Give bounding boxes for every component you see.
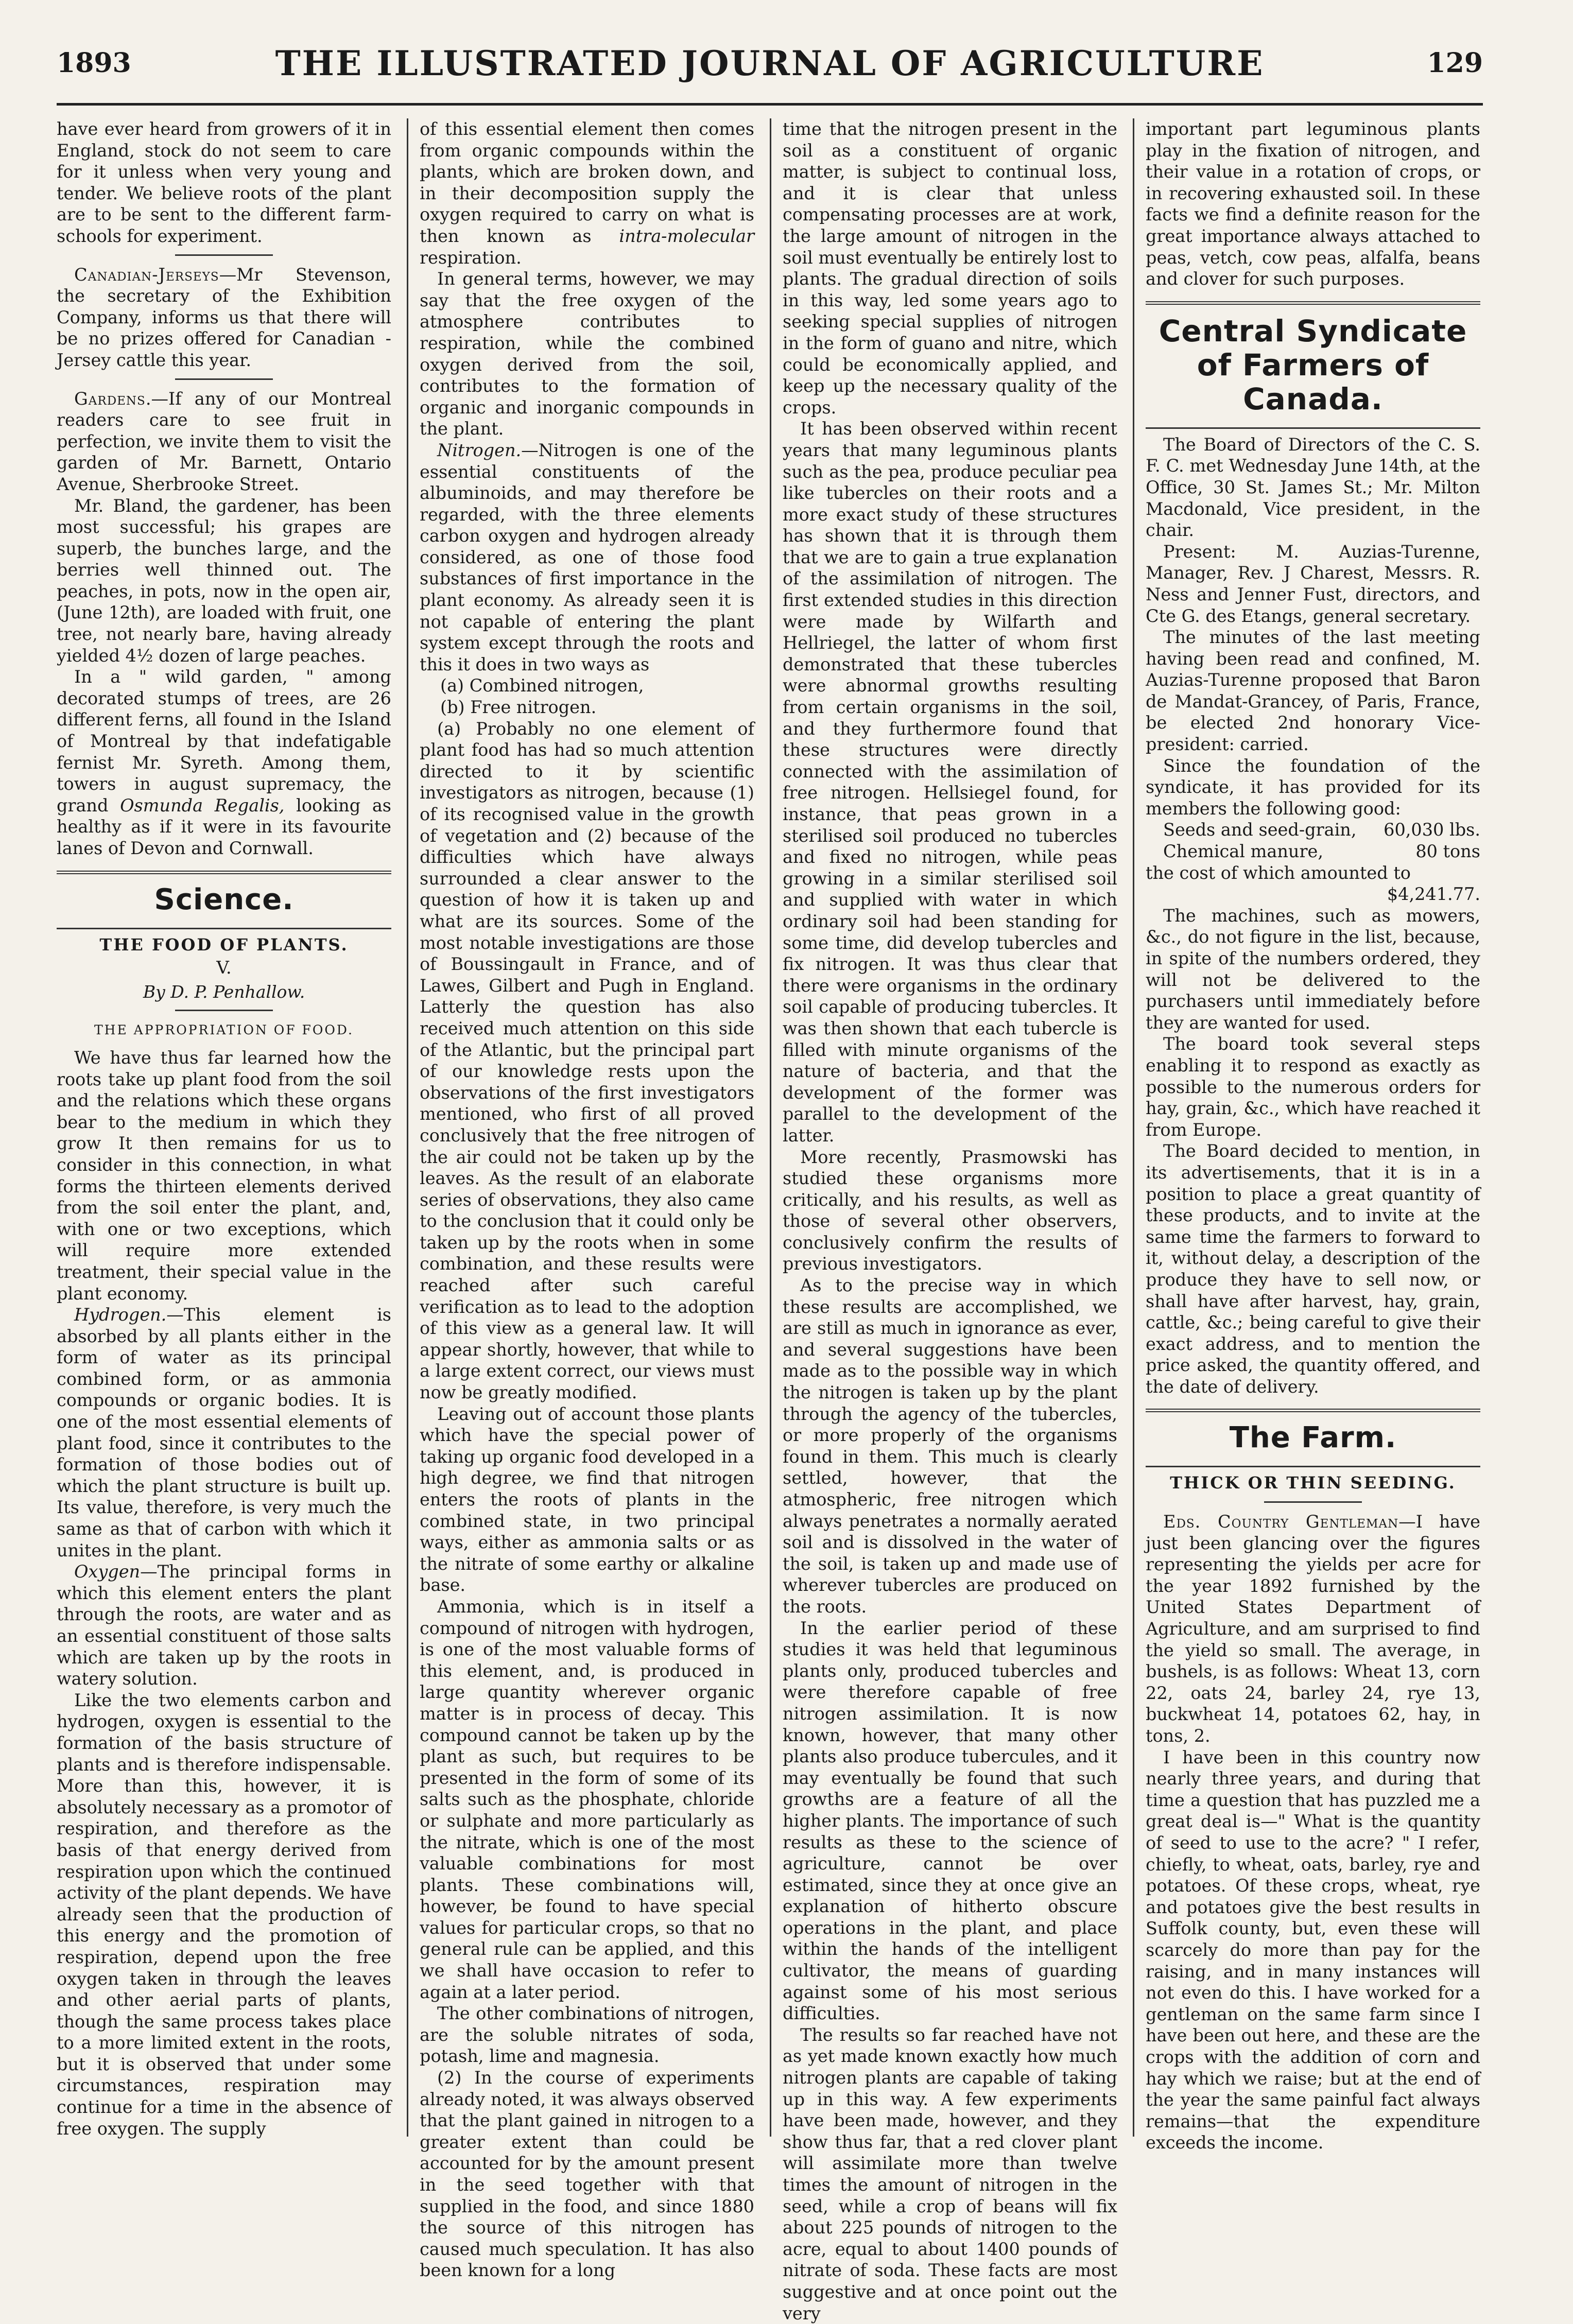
byline: By D. P. Penhallow. [143,981,305,1002]
column-3 [783,118,1117,2323]
paragraph-body: —Nitrogen is one of the essential constituents of the albuminoids, and may therefore be regarded, with the three elements carbon oxygen and hydrogen already considered, as one of those food substances of first importance in the plant economy. As already seen it is not capable of entering the plant system except through the roots and this it does in two ways as [420,440,754,674]
paragraph: As to the precise way in which these results are accomplished, we are still as much in ignorance as ever, and several suggestions have been made as to the possible way in which the nitrogen is taken up by the plant through the agency of the tubercles, or more properly of the organisms found in them. This much is clearly settled, however, that the atmospheric, free nitrogen which always penetrates a normally aerated soil and is dissolved in the water of the soil, is taken up and made use of wherever tubercles are produced on the roots. [783,1275,1117,1617]
paragraph: The results so far reached have not as yet made known exactly how much nitrogen plants are capable of taking up in this way. A few experiments have been made, however, and they show thus far, that a red clover plant will assimilate more than twelve times the amount of nitrogen in the seed, while a crop of beans will fix about 225 pounds of nitrogen to the acre, equal to about 1400 pounds of nitrate of soda. These facts are most suggestive and at once point out the very [783,2024,1117,2323]
paragraph: The Board decided to mention, in its advertisements, that it is in a position to place a great quantity of these products, and to invite at the same time the farmers to forward to it, without delay, a description of the produce they have to sell now, or shall have after harvest, hay, grain, cattle, &c.; being careful to give their exact address, and to mention the price asked, the quantity offered, and the date of delivery. [1146,1141,1480,1397]
paragraph-body: In a " wild garden, " among decorated stumps of trees, are 26 different ferns, all found in the Island of Montreal by that indefatigable fernist Mr. Syreth. Among them, towers in august supremacy, the grand [57,667,391,816]
paragraph [57,1561,391,1690]
paragraph-body: .—If any of our Montreal readers care to see fruit in perfection, we invite them to visit the garden of Mr. Barnett, Ontario Avenue, Sherbrooke Street. [57,388,391,494]
section-rule [1146,1409,1480,1412]
divider [175,378,273,380]
section-heading-syndicate: Central Syndicate of Farmers of Canada. [1159,313,1467,417]
paragraph: Like the two elements carbon and hydrogen, oxygen is essential to the formation of the basis structure of plants and is therefore indispensable. More than this, however, it is absolutely necessary as a promotor of respiration, and therefore as the basis of that energy derived from respiration upon which the continued activity of the plant depends. We have already seen that the production of this energy and the promotion of respiration, depend upon the free oxygen taken in through the leaves and other aerial parts of plants, though the same process takes place to a more limited extent in the roots, but it is observed that under some circumstances, respiration may continue for a time in the absence of free oxygen. The supply [57,1690,391,2139]
paragraph: (2) In the course of experiments already noted, it was always observed that the plant gained in nitrogen to a greater extent than could be accounted for by the amount present in the seed together with that supplied in the food, and since 1880 the source of this nitrogen has caused much speculation. It has also been known for a long [420,2068,754,2281]
paragraph: We have thus far learned how the roots take up plant food from the soil and the relations which these organs bear to the medium in which they grow It then remains for us to consider in this connection, in what forms the thirteen elements derived from the soil enter the plant, and, with one or two exceptions, which will require more extended treatment, their special value in the plant economy. [57,1047,391,1304]
column-divider [1133,118,1134,2137]
paragraph: The machines, such as mowers, &c., do not figure in the list, because, in spite of the numbers ordered, they will not be delivered to the purchasers until immediately before they are wanted for used. [1146,905,1480,1033]
article-title: THICK OR THIN SEEDING. [1170,1473,1456,1493]
paragraph: Mr. Bland, the gardener, has been most successful; his grapes are superb, the bunches large, and the berries well thinned out. The peaches, in pots, now in the open air, (June 12th), are loaded with fruit, one tree, not nearly bare, having already yielded 4½ dozen of large peaches. [57,495,391,666]
divider [175,254,273,256]
page-header [57,36,1483,98]
divider [1264,1501,1362,1503]
section-rule [57,928,391,929]
italic-term: Osmunda Regalis, [120,795,285,816]
article-subhead: THE APPROPRIATION OF FOOD. [94,1022,354,1038]
paragraph: The board took several steps enabling it to respond as exactly as possible to the numerous orders for hay, grain, &c., which have reached it from Europe. [1146,1034,1480,1140]
paragraph-body: of this essential element then comes from organic compounds within the plants, which are broken down, and in their decomposition supply the oxygen required to carry on what is then known as [420,119,754,246]
paragraph: I have been in this country now nearly three years, and during that time a question that has puzzled me a great deal is—" What is the quantity of seed to use to the acre? " I refer, chiefly, to wheat, oats, barley, rye and potatoes. Of these crops, wheat, rye and potatoes give the best results in Suffolk county, but, even these will scarcely do more than pay for the raising, and in many instances will not even do this. I have worked for a gentleman on the same farm since I have been out here, and these are the crops with the addition of corn and hay which we raise; but at the end of the year the same painful fact always remains—that the expenditure exceeds the income. [1146,1747,1480,2153]
paragraph-body: —Mr Stevenson, the secretary of the Exhibition Company, informs us that there will be no prizes offered for Canadian - Jersey cattle this year. [57,264,391,370]
paragraph: have ever heard from growers of it in England, stock do not seem to care for it unless when very young and tender. We believe roots of the plant are to be sent to the different farm-schools for experiment. [57,119,391,246]
header-year: 1893 [57,47,131,79]
paragraph-body: —This element is absorbed by all plants either in the form of water as its principal combined form, or as ammonia compounds or organic bodies. It is one of the most essential elements of plant food, since it contributes to the formation of those bodies out of which the plant structure is built up. Its value, therefore, is very much the same as that of carbon with which it unites in the plant. [57,1305,391,1560]
italic-term: intra-molecular [619,226,754,246]
article-number: V. [216,958,232,979]
supply-value: 80 tons [1415,841,1480,862]
lead-in: Canadian-Jerseys [74,264,219,285]
paragraph: (a) Probably no one element of plant food has had so much attention directed to it by scientific investigators as nitrogen, because (1) of its recognised value in the growth of vegetation and (2) because of the difficulties which have always surrounded a clear answer to the question of how it is taken up and what are its sources. Some of the most notable investigations are those of Boussingault in France, and of Lawes, Gilbert and Pugh in England. Latterly the question has also received much attention on this side of the Atlantic, but the principal part of our knowledge rests upon the observations of the first investigators mentioned, who first of all proved conclusively that the free nitrogen of the air could not be taken up by the leaves. As the result of an elaborate series of observations, they also came to the conclusion that it could only be taken up by the roots when in some combination, and these results were reached after such careful verification as to lead to the adoption of this view as a general law. It will appear shortly, however, that while to a large extent correct, our views must now be greatly modified. [420,718,754,1403]
supply-row-seeds [1146,819,1480,841]
paragraph: More recently, Prasmowski has studied these organisms more critically, and his results, as well as those of several other observers, conclusively confirm the results of previous investigators. [783,1147,1117,1274]
paragraph [57,1304,391,1561]
lead-in: Nitrogen. [437,440,522,460]
paragraph-body: —The principal forms in which this element enters the plant through the roots, are water and as an essential constituent of those salts which are taken up by the roots in watery solution. [57,1562,391,1689]
section-rule [1146,427,1480,429]
section-heading-science: Science. [154,882,294,916]
page-number: 129 [1427,47,1483,79]
paragraph: The other combinations of nitrogen, are the soluble nitrates of soda, potash, lime and magnesia. [420,2003,754,2067]
paragraph: Ammonia, which is in itself a compound of nitrogen with hydrogen, is one of the most valuable forms of this element, and, is produced in large quantity wherever organic matter is in process of decay. This compound cannot be taken up by the plant as such, but requires to be presented in the form of some of its salts such as the phosphate, chloride or sulphate and more particularly as the nitrate, which is one of the most valuable combinations for most plants. These combinations will, however, be found to have special values for particular crops, so that no general rule can be applied, and this we shall have occasion to refer to again at a later period. [420,1596,754,2002]
paragraph: important part leguminous plants play in the fixation of nitrogen, and their value in a rotation of crops, or in recovering exhausted soil. In these facts we find a definite reason for the great importance always attached to peas, vetch, cow peas, alfalfa, beans and clover for such purposes. [1146,119,1480,289]
list-item: (b) Free nitrogen. [440,697,597,718]
paragraph-body: looking as healthy as if it were in its favourite lanes of Devon and Cornwall. [57,795,391,858]
article-title: THE FOOD OF PLANTS. [99,934,349,955]
supply-label: Chemical manure, [1163,841,1323,862]
column-4 [1146,118,1481,2153]
column-1 [57,118,391,2137]
lead-in: Eds. Country Gentleman [1163,1512,1399,1532]
paragraph: Since the foundation of the syndicate, it has provided for its members the following good: [1146,755,1480,819]
lead-in: Oxygen [74,1562,141,1582]
lead-in: Hydrogen. [74,1305,167,1325]
column-2 [420,118,754,2281]
section-rule [1146,301,1480,305]
paragraph [57,666,391,859]
paragraph: Present: M. Auzias-Turenne, Manager, Rev. J Charest, Messrs. R. Ness and Jenner Fust, directors, and Cte G. des Etangs, general secretary. [1146,541,1480,626]
header-rule [57,103,1483,106]
supply-cost-value: $4,241.77. [1387,884,1480,905]
paragraph [57,264,391,371]
paragraph: time that the nitrogen present in the soil as a constituent of organic matter, is subject to continual loss, and it is clear that unless compensating processes are at work, the large amount of nitrogen in the soil must eventually be entirely lost to plants. The gradual direction of soils in this way, led some years ago to seeking special supplies of nitrogen in the form of guano and nitre, which could be economically applied, and keep up the necessary quality of the crops. [783,119,1117,418]
paragraph [57,388,391,495]
paragraph [420,440,754,675]
paragraph: The minutes of the last meeting having been read and confined, M. Auzias-Turenne proposed that Baron de Mandat-Grancey, of Paris, France, be elected 2nd honorary Vice-president: carried. [1146,627,1480,755]
section-rule [57,871,391,874]
paragraph-body: —I have just been glancing over the figures representing the yields per acre for the year 1892 furnished by the United States Department of Agriculture, and am surprised to find the yield so small. The average, in bushels, is as follows: Wheat 13, corn 22, oats 24, barley 24, rye 13, buckwheat 14, potatoes 62, hay, in tons, 2. [1146,1512,1481,1746]
paragraph: Leaving out of account those plants which have the special power of taking up organic food developed in a high degree, we find that nitrogen enters the roots of plants in the combined state, in two principal ways, either as ammonia salts or as the nitrate of some earthy or alkaline base. [420,1403,754,1595]
divider [175,1010,273,1011]
supply-value: 60,030 lbs. [1384,820,1480,840]
supply-row-manure [1146,841,1480,862]
nitrogen-list [420,675,754,718]
paragraph: The Board of Directors of the C. S. F. C. met Wednesday June 14th, at the Office, 30 St. James St.; Mr. Milton Macdonald, Vice president, in the chair. [1146,434,1480,541]
section-heading-farm: The Farm. [1229,1421,1397,1455]
paragraph: In general terms, however, we may say that the free oxygen of the atmosphere contributes to respiration, while the combined oxygen derived from the soil, contributes to the formation of organic and inorganic compounds in the plant. [420,269,754,439]
supply-cost-label: the cost of which amounted to [1146,862,1411,883]
column-divider [407,118,408,2137]
paragraph: In the earlier period of these studies it was held that leguminous plants only, produced tubercles and were therefore capable of free nitrogen assimilation. It is now known, however, that many other plants also produce tubercules, and it may eventually be found that such growths are a feature of all the higher plants. The importance of such results as these to the science of agriculture, cannot be over estimated, since they at once give an explanation of hitherto obscure operations in the plant, and place within the hands of the intelligent cultivator, the means of guarding against some of his most serious difficulties. [783,1618,1117,2024]
list-item: (a) Combined nitrogen, [440,675,644,696]
paragraph-body: respiration. [420,247,522,268]
supply-label: Seeds and seed-grain, [1163,820,1357,840]
paragraph: It has been observed within recent years that many leguminous plants such as the pea, produce peculiar pea like tubercles on their roots and a more exact study of these structures has shown that it is through them that we are to gain a true explanation of the assimilation of nitrogen. The first extended studies in this direction were made by Wilfarth and Hellriegel, the latter of whom first demonstrated that these tubercles were abnormal growths resulting from certain organisms in the soil, and they furthermore found that these structures were directly connected with the assimilation of free nitrogen. Hellsiegel found, for instance, that peas grown in a sterilised soil produced no tubercles and fixed no nitrogen, while peas growing in a similar sterilised soil and supplied with water in which ordinary soil had been standing for some time, did develop tubercles and fix nitrogen. It was thus clear that there were organisms in the ordinary soil capable of producing tubercles. It was then shown that each tubercle is filled with minute organisms of the nature of bacteria, and that the development of the former was parallel to the development of the latter. [783,419,1117,1146]
paragraph [1146,1511,1480,1747]
lead-in: Gardens [74,388,146,409]
paragraph [420,118,754,268]
journal-title: THE ILLUSTRATED JOURNAL OF AGRICULTURE [275,43,1265,83]
section-rule [1146,1466,1480,1467]
column-divider [770,118,771,2137]
